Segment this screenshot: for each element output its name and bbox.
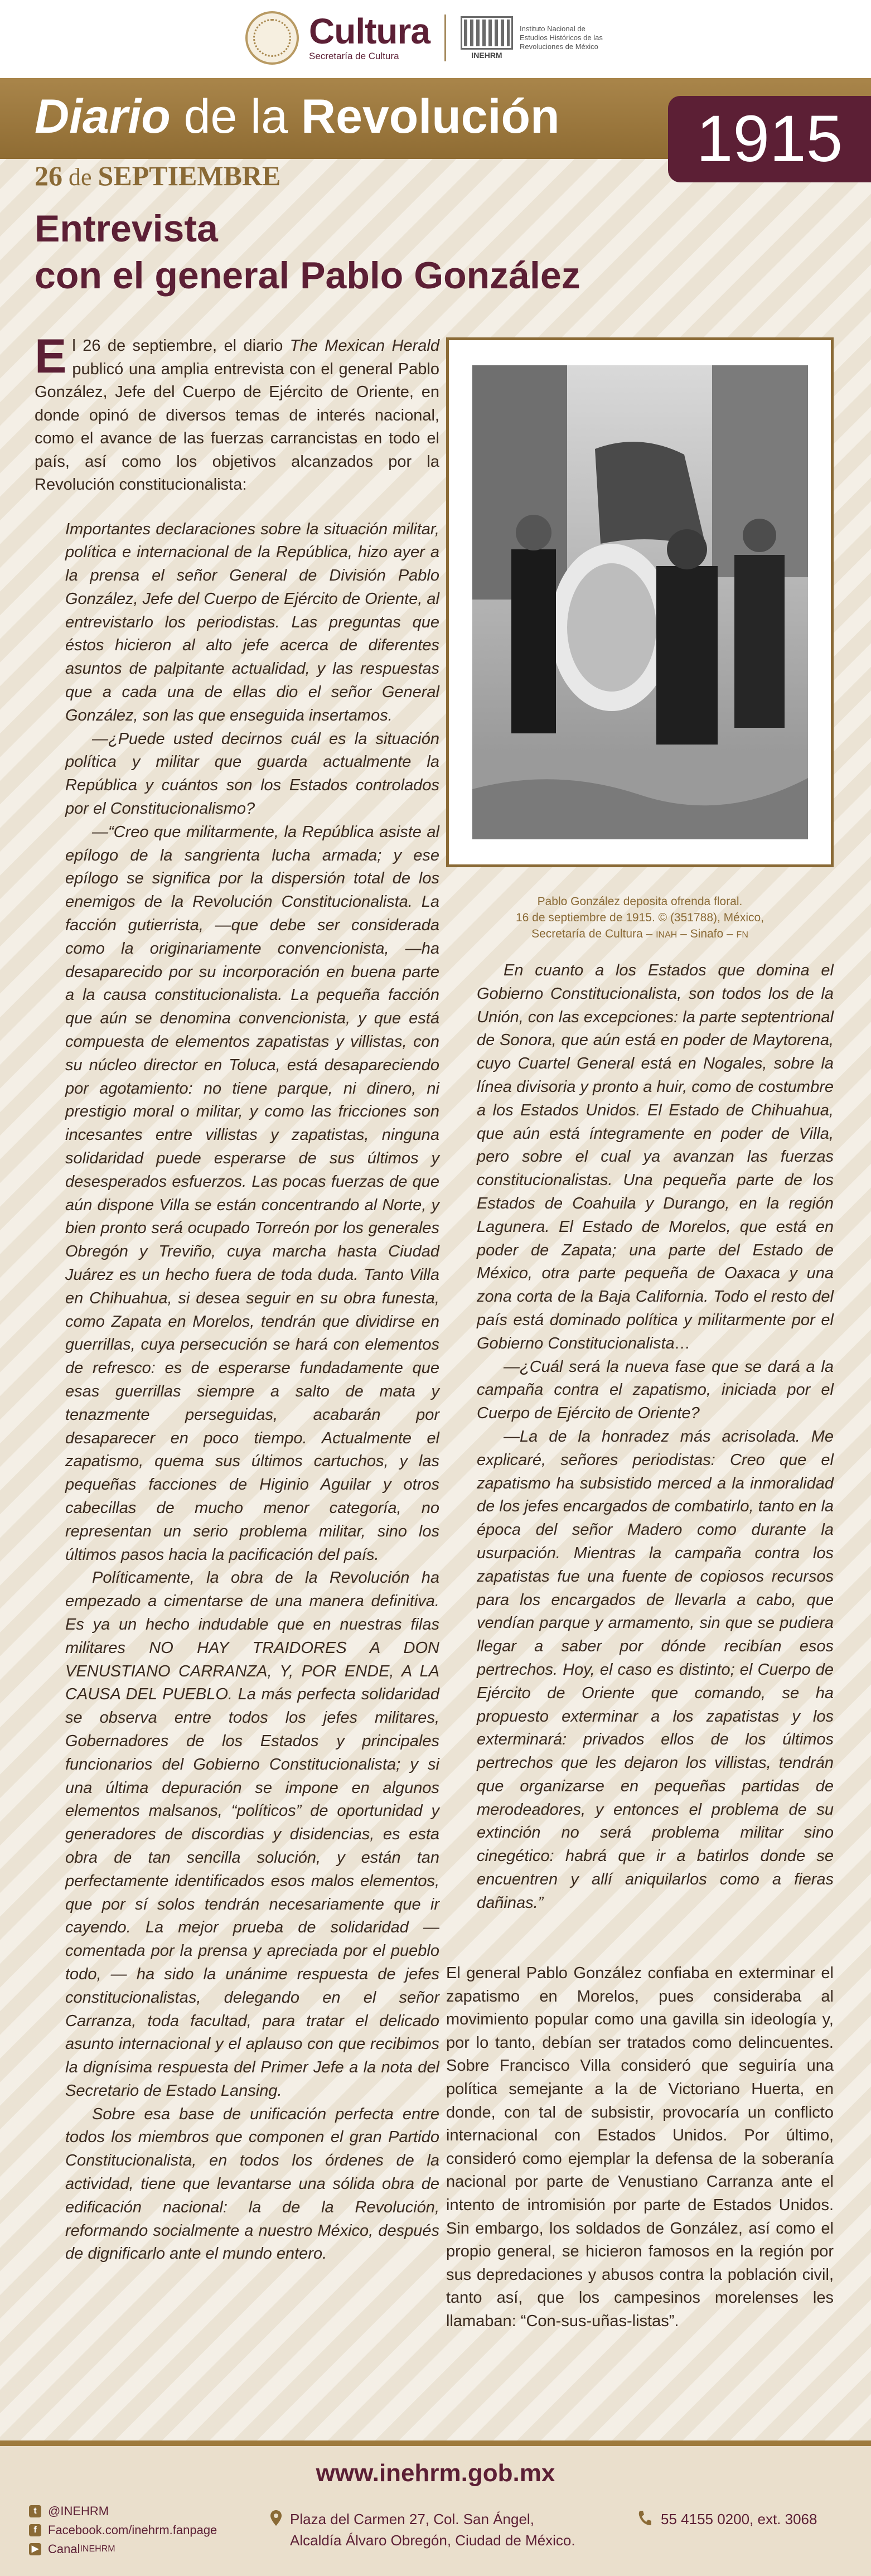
caption-credit-b: – Sinafo – bbox=[677, 927, 737, 940]
quote-paragraph: —La de la honradez más acrisolada. Me explicaré, señores periodistas: Creo que el zapatismo ha subsistido merced a la inmoralidad de los jefes encargados de combatirlo, tanto en la época del señor Madero como durante la usurpación. Mientras la campaña contra los zapatistas fue una fuente de copiosos recursos para los encargados de llevarla a cabo, que vendían parque y armamento, sin que se pudiera llegar a saber por dónde recibían esos pertrechos. Hoy, el caso es distinto; el Cuerpo de Ejército de Oriente que comando, se ha propuesto exterminar a los zapatistas y los exterminará: privados ellos de los últimos pertrechos que les dejaron los villistas, tendrán que organizarse en pequeñas partidas de merodeadores, y entonces el problema de su extinción no será problema militar sino cinegético: habrá que ir a batirlos donde se encuentren y allí aniquilarlos como a fieras dañinas.” bbox=[477, 1427, 834, 1912]
interview-quote-left bbox=[65, 518, 439, 2266]
series-title-part1: Diario bbox=[35, 90, 171, 143]
caption-line3 bbox=[446, 926, 834, 943]
facebook-url: Facebook.com/inehrm.fanpage bbox=[48, 2523, 217, 2537]
inehrm-logo bbox=[461, 16, 603, 60]
quote-paragraph: —¿Puede usted decirnos cuál es la situación política y militar que guarda actualmente la República y cuántos son los Estados controlados por el Constitucionalismo? bbox=[65, 729, 439, 818]
phone bbox=[661, 2509, 817, 2530]
inehrm-description: Instituto Nacional de Estudios Históricos de las Revoluciones de México bbox=[520, 25, 603, 51]
series-title bbox=[35, 89, 560, 144]
caption-credit-fn: FN bbox=[736, 930, 748, 940]
address-line1: Plaza del Carmen 27, Col. San Ángel, bbox=[290, 2511, 534, 2527]
closing-paragraph: El general Pablo González confiaba en exterminar el zapatismo en Morelos, pues consideraba al movimiento popular como una gavilla sin ideología y, por lo tanto, debían ser tratados como delincuentes. Sobre Francisco Villa consideró que seguiría una política semejante a la de Victoriano Huerta, en donde, con tal de subsistir, provocaría un conflicto internacional con Estados Unidos. Por último, consideró como ejemplar la defensa de la soberanía nacional por parte de Venustiano Carranza ante el intento de intromisión por parte de Estados Unidos. Sin embargo, los soldados de González, así como el propio general, se hicieron famosos en la región por sus depredaciones y abusos contra la población civil, tanto así, que los campesinos morelenses les llamaban: “Con-sus-uñas-listas”. bbox=[446, 1964, 834, 2330]
photo-caption bbox=[446, 893, 834, 943]
youtube-icon: ▶ bbox=[29, 2543, 41, 2555]
date-de: de bbox=[62, 163, 98, 191]
series-title-part2: de la bbox=[170, 90, 302, 143]
quote-paragraph: —¿Cuál será la nueva fase que se dará a la campaña contra el zapatismo, iniciada por el Cuerpo de Ejército de Oriente? bbox=[477, 1357, 834, 1423]
photo-illustration bbox=[472, 365, 808, 839]
inehrm-building-icon bbox=[461, 16, 513, 50]
facebook-icon: f bbox=[29, 2524, 41, 2536]
photo-frame bbox=[446, 337, 834, 867]
address bbox=[290, 2509, 575, 2551]
quote-paragraph: Importantes declaraciones sobre la situación militar, política e internacional de la República, hizo ayer a la prensa el señor General de División Pablo González, Jefe del Cuerpo de Ejército de Oriente, al entrevistarlo los periodistas. Las preguntas que éstos hicieron al alto jefe acerca de diferentes asuntos de palpitante actualidad, y las respuestas que a cada una de ellas dio el señor General González, son las que enseguida insertamos. bbox=[65, 520, 439, 724]
caption-credit-inah: INAH bbox=[656, 930, 678, 940]
national-seal-icon bbox=[245, 11, 299, 65]
intro-text-b: publicó una amplia entrevista con el general Pablo González, Jefe del Cuerpo de Ejército de Oriente, en donde opinó de diversos temas de interés nacional, como el avance de las fuerzas carrancistas en todo el país, así como los objetivos alcanzados por la Revolución constitucionalista: bbox=[35, 360, 439, 494]
cultura-logo bbox=[309, 11, 430, 62]
year-text: 1915 bbox=[696, 102, 843, 176]
right-column-quote bbox=[477, 959, 834, 1915]
brand-sub: Secretaría de Cultura bbox=[309, 51, 399, 61]
brand-name: Cultura bbox=[309, 11, 430, 51]
footer bbox=[0, 2440, 871, 2576]
phone-icon bbox=[637, 2510, 652, 2526]
website-link[interactable]: www.inehrm.gob.mx bbox=[316, 2459, 555, 2487]
top-logo-bar bbox=[0, 0, 871, 78]
historical-photo bbox=[472, 365, 808, 839]
logo-divider bbox=[444, 15, 446, 61]
intro-newspaper: The Mexican Herald bbox=[289, 337, 439, 355]
article-headline bbox=[35, 205, 659, 299]
intro-text-a: l 26 de septiembre, el diario bbox=[72, 337, 290, 355]
inehrm-name: INEHRM bbox=[471, 51, 502, 60]
quote-paragraph: —“Creo que militarmente, la República asiste al epílogo de la sangrienta lucha armada; y ese epílogo se significa por la dispersión total de los enemigos de la Revolución Constitucionalista. La facción gutierrista, —que debe ser considerada como la originariamente convencionista, —ha desaparecido por su incorporación en buena parte a la causa constitucionalista. La pequeña facción que aún se denomina convencionista, y que está compuesta de elementos zapatistas y villistas, con su núcleo director en Toluca, está desapareciendo por agotamiento: no tiene parque, ni dinero, ni prestigio moral o militar, y como las fricciones son incesantes entre villistas y zapatistas, ninguna solidaridad puede esperarse de sus últimos y desesperados esfuerzos. Las pocas fuerzas de que aún dispone Villa se están concentrando al Norte, y bien pronto será ocupado Torreón por los generales Obregón y Treviño, cuya marcha hasta Ciudad Juárez es un hecho fuera de toda duda. Tanto Villa en Chihuahua, si desea seguir en su obra funesta, como Zapata en Morelos, tendrán que dividirse en guerrillas, cuya persecución se hará con elementos de refresco: es de esperarse fundadamente que esas guerrillas siempre a salto de mata y tenazmente perseguidas, acabarán por desaparecer en poco tiempo. Actualmente el zapatismo, quema sus últimos cartuchos, y las pequeñas facciones de Higinio Aguilar y otros cabecillas de mucho menor categoría, no representan un serio problema militar, sino los últimos pasos hacia la pacificación del país. bbox=[65, 823, 439, 1564]
footer-rule bbox=[0, 2440, 871, 2446]
logos bbox=[245, 10, 603, 66]
left-column bbox=[35, 330, 439, 2266]
youtube-label: Canal bbox=[48, 2542, 80, 2556]
quote-paragraph: Sobre esa base de unificación perfecta entre todos los miembros que componen el gran Partido Constitucionalista, en todos los órdenes de la actividad, tiene que levantarse una sólida obra de edificación nacional: la de la Revolución, reformando socialmente a nuestro México, después de dignificarlo ante el mundo entero. bbox=[65, 2105, 439, 2263]
headline-line2: con el general Pablo González bbox=[35, 254, 580, 297]
caption-line1: Pablo González deposita ofrenda floral. bbox=[537, 895, 743, 908]
twitter-handle: @INEHRM bbox=[48, 2504, 109, 2518]
interview-quote-right bbox=[477, 959, 834, 1915]
caption-line2: 16 de septiembre de 1915. © (351788), México, bbox=[515, 911, 764, 924]
quote-paragraph: Políticamente, la obra de la Revolución ha empezado a cimentarse de una manera definitiva. Es ya un hecho indudable que en nuestras filas militares NO HAY TRAIDORES A DON VENUSTIANO CARRANZA, Y, POR ENDE, A LA CAUSA DEL PUEBLO. La más perfecta solidaridad se observa entre todos los jefes militares, Gobernadores de los Estados y principales funcionarios del Gobierno Constitucionalista; y si una última depuración se impone en algunos elementos malsanos, “políticos” de oportunidad y generadores de discordias y disidencias, es esta obra de tan sencilla solución, y están tan perfectamente identificados esos malos elementos, que por sí solos tendrán necesariamente que ir cayendo. La mejor prueba de solidaridad —comentada por la prensa y apreciada por el pueblo todo, — ha sido la unánime respuesta de jefes constitucionalistas, delegando en el señor Carranza, toda facultad, para tratar el delicado asunto internacional y el aplauso con que recibimos la dignísima respuesta del Primer Jefe a la nota del Secretario de Estado Lansing. bbox=[65, 1569, 439, 2100]
youtube-channel: INEHRM bbox=[80, 2544, 115, 2554]
caption-credit-a: Secretaría de Cultura – bbox=[531, 927, 656, 940]
location-pin-icon bbox=[270, 2510, 282, 2526]
year-badge bbox=[668, 96, 871, 182]
social-links bbox=[29, 2502, 217, 2559]
date-line bbox=[35, 160, 280, 192]
address-line2: Alcaldía Álvaro Obregón, Ciudad de México. bbox=[290, 2532, 575, 2549]
drop-cap: E bbox=[35, 330, 67, 383]
intro-paragraph bbox=[35, 330, 439, 497]
twitter-link[interactable] bbox=[29, 2502, 217, 2521]
date-day: 26 bbox=[35, 160, 62, 191]
facebook-link[interactable] bbox=[29, 2521, 217, 2540]
youtube-link[interactable] bbox=[29, 2540, 217, 2559]
headline-line1: Entrevista bbox=[35, 207, 218, 250]
date-month: SEPTIEMBRE bbox=[98, 160, 281, 191]
series-title-part3: Revolución bbox=[301, 90, 560, 143]
twitter-icon: t bbox=[29, 2505, 41, 2517]
phone-number[interactable]: 55 4155 0200, ext. 3068 bbox=[661, 2511, 817, 2527]
quote-paragraph: En cuanto a los Estados que domina el Gobierno Constitucionalista, son todos los de la Unión, con las excepciones: la parte septentrional de Sonora, que aún está en poder de Maytorena, cuyo Cuartel General está en Nogales, sobre la línea divisoria y pronto a huir, como de costumbre a los Estados Unidos. El Estado de Chihuahua, que aún está íntegramente en poder de Villa, pero sobre el cual ya avanzan las fuerzas constitucionalistas. Una pequeña parte de los Estados de Coahuila y Durango, en la región Lagunera. El Estado de Morelos, que está en poder de Zapata; una parte del Estado de México, otra parte pequeña de Oaxaca y una zona corta de la Baja California. Todo el resto del país está dominado política y militarmente por el Gobierno Constitucionalista… bbox=[477, 961, 834, 1352]
